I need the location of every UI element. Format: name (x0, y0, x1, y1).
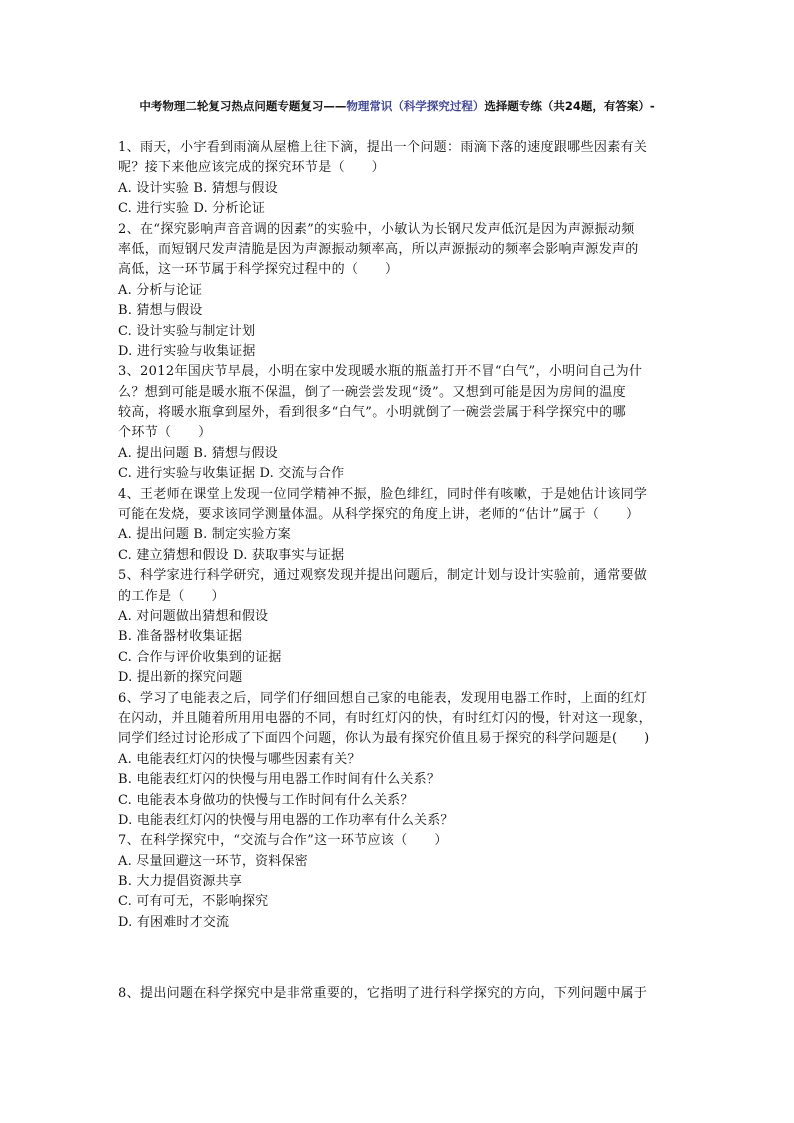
answer-option-line: D. 进行实验与收集证据 (118, 343, 256, 359)
question-text-line: 高低，这一环节属于科学探究过程中的（ ） (118, 262, 399, 278)
question-text-line: 可能在发烧，要求该同学测量体温。从科学探究的角度上讲，老师的“估计”属于（ ） (118, 507, 640, 523)
question-text-line: 个环节（ ） (118, 425, 212, 441)
answer-option-line: C. 建立猜想和假设 D. 获取事实与证据 (118, 547, 345, 563)
question-text-line: 1、雨天，小宇看到雨滴从屋檐上往下滴，提出一个问题：雨滴下落的速度跟哪些因素有关 (118, 140, 648, 155)
question-text-line: 6、学习了电能表之后，同学们仔细回想自己家的电能表，发现用电器工作时，上面的红灯 (118, 690, 648, 706)
answer-option-line: C. 合作与评价收集到的证据 (118, 649, 282, 665)
title-prefix: 中考物理二轮复习热点问题专题复习—— (139, 99, 347, 113)
answer-option-line: C. 设计实验与制定计划 (118, 323, 256, 339)
page-gap (118, 933, 678, 984)
answer-option-line: A. 提出问题 B. 制定实验方案 (118, 527, 292, 543)
answer-option-line: B. 大力提倡资源共享 (118, 874, 243, 890)
answer-option-line: A. 尽量回避这一环节，资料保密 (118, 853, 308, 869)
document-title (0, 98, 794, 114)
question-text-line: 同学们经过讨论形成了下面四个问题，你认为最有探究价值且易于探究的科学问题是( ) (118, 731, 650, 747)
title-suffix: 选择题专练（共24题，有答案）- (484, 99, 655, 113)
answer-option-line: B. 准备器材收集证据 (118, 629, 243, 645)
answer-option-line: A. 设计实验 B. 猜想与假设 (118, 180, 278, 196)
question-list (118, 138, 678, 1005)
answer-option-line: D. 电能表红灯闪的快慢与用电器的工作功率有什么关系？ (118, 812, 454, 828)
answer-option-line: C. 进行实验与收集证据 D. 交流与合作 (118, 466, 345, 482)
question-text-line: 4、王老师在课堂上发现一位同学精神不振，脸色绯红，同时伴有咳嗽，于是她估计该同学 (118, 486, 648, 502)
answer-option-line: C. 可有可无，不影响探究 (118, 894, 269, 910)
answer-option-line: B. 电能表红灯闪的快慢与用电器工作时间有什么关系？ (118, 772, 441, 788)
title-highlight: 物理常识（科学探究过程） (346, 99, 485, 113)
question-text-line: 8、提出问题在科学探究中是非常重要的，它指明了进行科学探究的方向，下列问题中属于 (118, 986, 648, 1002)
question-text-line: 在闪动，并且随着所用用电器的不同，有时红灯闪的快，有时红灯闪的慢，针对这一现象， (118, 710, 653, 726)
answer-option-line: D. 提出新的探究问题 (118, 670, 243, 686)
question-text-line: 5、科学家进行科学研究，通过观察发现并提出问题后，制定计划与设计实验前，通常要做 (118, 568, 648, 584)
answer-option-line: D. 有困难时才交流 (118, 914, 230, 930)
question-text-line: 3、2012年国庆节早晨，小明在家中发现暖水瓶的瓶盖打开不冒“白气”，小明问自己为什 (118, 364, 643, 380)
answer-option-line: C. 进行实验 D. 分析论证 (118, 201, 266, 217)
question-text-line: 率低，而短钢尺发声清脆是因为声源振动频率高，所以声源振动的频率会影响声源发声的 (118, 241, 639, 257)
answer-option-line: A. 电能表红灯闪的快慢与哪些因素有关？ (118, 751, 361, 767)
answer-option-line: A. 提出问题 B. 猜想与假设 (118, 445, 278, 461)
question-text-line: 么？想到可能是暖水瓶不保温，倒了一碗尝尝发现“烫”。又想到可能是因为房间的温度 (118, 384, 626, 400)
question-text-line: 2、在“探究影响声音音调的因素”的实验中，小敏认为长钢尺发声低沉是因为声源振动频 (118, 221, 635, 237)
answer-option-line: A. 分析与论证 (118, 282, 203, 298)
question-text-line: 的工作是（ ） (118, 588, 225, 604)
answer-option-line: B. 猜想与假设 (118, 303, 203, 319)
questions-block-2 (118, 984, 678, 1004)
question-text-line: 7、在科学探究中，“交流与合作”这一环节应该（ ） (118, 833, 448, 849)
question-text-line: 呢？接下来他应该完成的探究环节是（ ） (118, 160, 386, 176)
answer-option-line: C. 电能表本身做功的快慢与工作时间有什么关系？ (118, 792, 414, 808)
answer-option-line: A. 对问题做出猜想和假设 (118, 608, 269, 624)
questions-block-1 (118, 138, 678, 933)
question-text-line: 较高，将暖水瓶拿到屋外，看到很多“白气”。小明就倒了一碗尝尝属于科学探究中的哪 (118, 405, 626, 421)
